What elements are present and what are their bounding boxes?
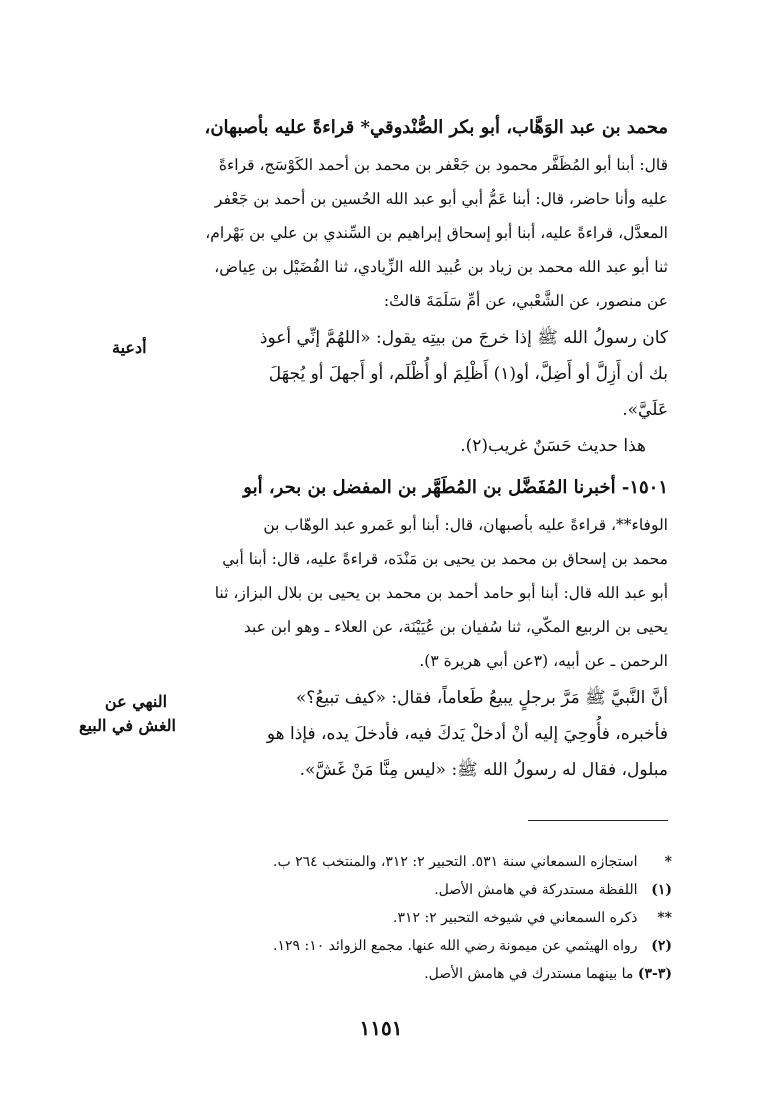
hadith-text-line: كان رسولُ الله ﷺ إذا خرجَ من بيتِه يقول: «اللهُمَّ إنِّي أعوذ [259, 328, 668, 348]
footnote [200, 960, 672, 988]
hadith-text-line: عَلَيَّ». [622, 400, 668, 420]
footnote-marker: (١) [651, 882, 672, 898]
entry-2-chain-line: محمد بن إسحاق بن محمد بن يحيى بن مَنْدَه، قراءةً عليه، قال: أبنا أبي [222, 550, 668, 568]
footnote-marker: ** [657, 910, 672, 926]
margin-note-fraud-prohibition [78, 690, 176, 738]
footnote-marker: * [664, 854, 672, 870]
footnote [200, 876, 672, 904]
entry-1-chain-line: ثنا أبو عبد الله محمد بن زياد بن عُبيد الله الزِّيادي، ثنا الفُضَيْل بن عِياض، [214, 258, 668, 276]
entry-2-chain-line: أبو عبد الله قال: أبنا أبو حامد أحمد بن محمد بن يحيى بن بلال البزاز، ثنا [214, 584, 668, 602]
entry-1-chain-line: قال: أبنا أبو المُظَفَّر محمود بن جَعْفر بن محمد بن أحمد الكَوْسَج، قراءةً [218, 156, 668, 174]
entry-2-chain [190, 468, 668, 678]
entry-1-hadith [190, 320, 668, 464]
footnote-text: اللفظة مستدركة في هامش الأصل. [434, 882, 638, 898]
footnote-text: رواه الهيثمي عن ميمونة رضي الله عنها. مجمع الزوائد ١٠: ١٢٩. [273, 938, 638, 954]
margin-note-line: الغش في البيع [78, 716, 176, 735]
margin-note-supplications: أدعية [112, 338, 147, 357]
entry-1-chain [190, 108, 668, 318]
footnote-text: ما بينهما مستدرك في هامش الأصل. [424, 966, 634, 982]
entry-2-chain-line: يحيى بن الربيع المكّي، ثنا سُفيان بن عُيَيْنَة، عن العلاء ـ وهو ابن عبد [243, 618, 668, 636]
footnote-marker: (٣-٣) [637, 966, 672, 982]
footnote-text: استجازه السمعاني سنة ٥٣١. التحبير ٢: ٣١٢، والمنتخب ٢٦٤ ب. [273, 854, 638, 870]
footnote-marker: (٢) [651, 938, 672, 954]
entry-1-chain-line: عن منصور، عن الشَّعْبي، عن أمِّ سَلَمَةَ قالتْ: [383, 292, 668, 310]
hadith-text-line: فأخبره، فأُوحِيَ إليه أنْ أدخلْ يَدكَ فيه، فأدخلَ يده، فإذا هو [266, 724, 668, 744]
footnote [200, 932, 672, 960]
margin-note-line: النهي عن [104, 692, 168, 711]
hadith-text-line: بك أن أَزِلَّ أو أَضِلَّ، أو(١) أَظْلِمَ أو أُظْلَم، أو أَجهلَ أو يُجهَلَ [268, 364, 668, 384]
entry-2-hadith [190, 680, 668, 788]
hadith-text-line: مبلول، فقال له رسولُ الله ﷺ: «ليس مِنَّا مَنْ غَشَّ». [299, 760, 668, 780]
entry-2-chain-line: الوفاء**، قراءةً عليه بأصبهان، قال: أبنا أبو عَمرو عبد الوهّاب بن [263, 516, 668, 534]
footnote-separator [528, 820, 668, 821]
entry-1-heading-line: محمد بن عبد الوَهَّاب، أبو بكر الصُّنْدوقي* قراءةً عليه بأصبهان، [204, 117, 668, 138]
entry-2-chain-line: الرحمن ـ عن أبيه، (٣عن أبي هريرة ٣). [419, 652, 668, 670]
entry-1-chain-line: عليه وأنا حاضر، قال: أبنا عَمُّ أبي أبو عبد الله الحُسين بن أحمد بن جَعْفر [214, 190, 668, 208]
footnote-text: ذكره السمعاني في شيوخه التحبير ٢: ٣١٢. [392, 910, 638, 926]
footnote [200, 904, 672, 932]
entry-1-chain-line: المعدَّل، قراءةً عليه، أبنا أبو إسحاق إبراهيم بن السِّندي بن علي بن بَهْرام، [205, 224, 668, 242]
footnote [200, 848, 672, 876]
hadith-text-line: أنَّ النَّبيَّ ﷺ مَرَّ برجلٍ يبيعُ طَعاماً، فقال: «كيف تبيعُ؟» [295, 688, 668, 708]
hadith-verdict: هذا حديث حَسَنٌ غريب(٢). [460, 436, 646, 456]
entry-2-heading-line: ١٥٠١- أخبرنا المُفَضَّل بن المُطَهَّر بن المفضل بن بحر، أبو [243, 477, 668, 498]
page-number: ١١٥١ [359, 1016, 403, 1040]
